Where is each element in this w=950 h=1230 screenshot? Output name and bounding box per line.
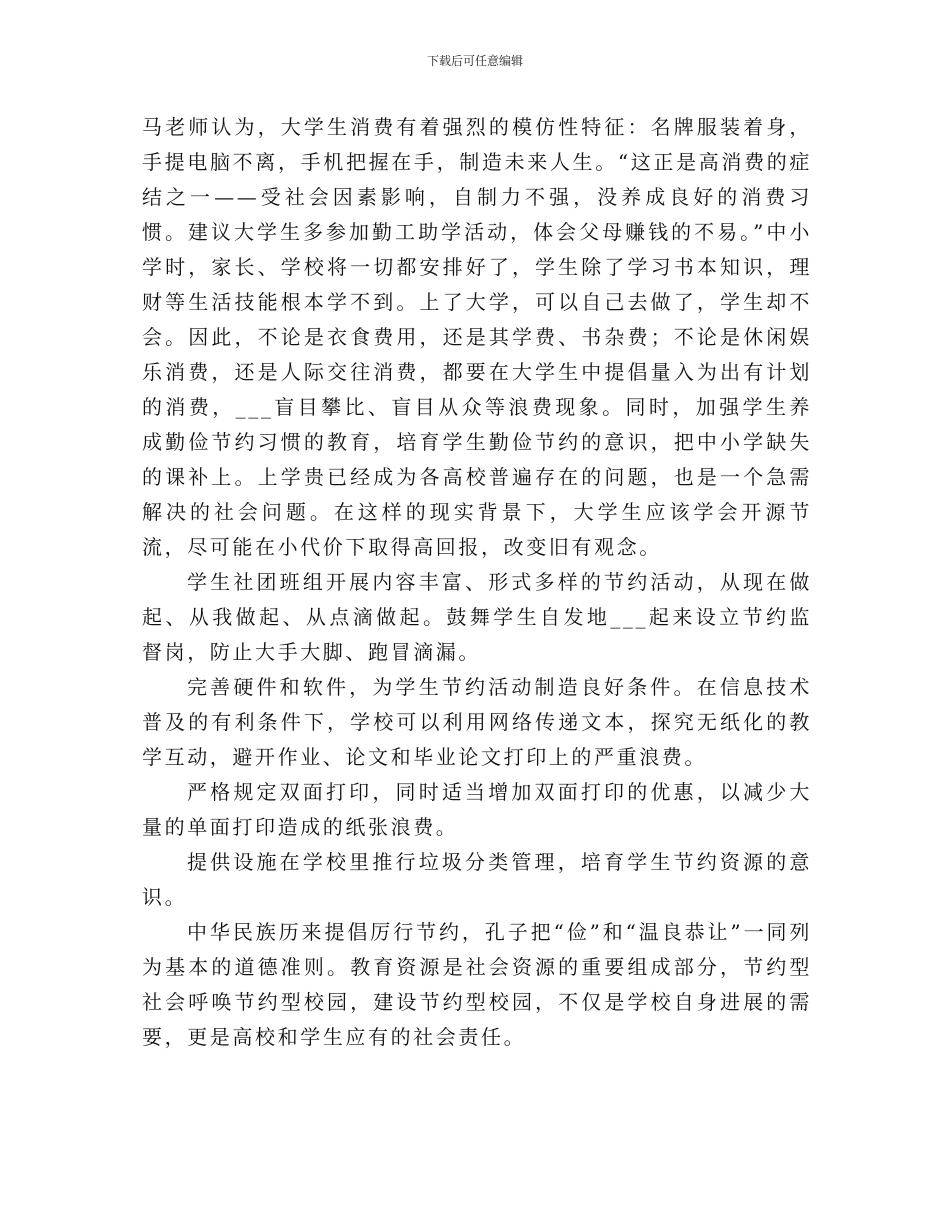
paragraph-1: 马老师认为，大学生消费有着强烈的模仿性特征：名牌服装着身，手提电脑不离，手机把握在手，制造未来人生。“这正是高消费的症结之一——受社会因素影响，自制力不强，没养成良好的消费习惯。建议大学生多参加勤工助学活动，体会父母赚钱的不易。”中小学时，家长、学校将一切都安排好了，学生除了学习书本知识，理财等生活技能根本学不到。上了大学，可以自己去做了，学生却不会。因此，不论是衣食费用，还是其学费、书杂费；不论是休闲娱乐消费，还是人际交往消费，都要在大学生中提倡量入为出有计划的消费，___盲目攀比、盲目从众等浪费现象。同时，加强学生养成勤俭节约习惯的教育，培育学生勤俭节约的意识，把中小学缺失的课补上。上学贵已经成为各高校普遍存在的问题，也是一个急需解决的社会问题。在这样的现实背景下，大学生应该学会开源节流，尽可能在小代价下取得高回报，改变旧有观念。 <box>142 115 812 559</box>
paragraph-4: 严格规定双面打印，同时适当增加双面打印的优惠，以减少大量的单面打印造成的纸张浪费。 <box>142 780 812 839</box>
document-body <box>142 110 812 1055</box>
paragraph-3: 完善硬件和软件，为学生节约活动制造良好条件。在信息技术普及的有利条件下，学校可以利用网络传递文本，探究无纸化的教学互动，避开作业、论文和毕业论文打印上的严重浪费。 <box>142 675 812 769</box>
page-header: 下载后可任意编辑 <box>426 54 523 68</box>
paragraph-2: 学生社团班组开展内容丰富、形式多样的节约活动，从现在做起、从我做起、从点滴做起。鼓舞学生自发地___起来设立节约监督岗，防止大手大脚、跑冒滴漏。 <box>142 570 812 664</box>
paragraph-5: 提供设施在学校里推行垃圾分类管理，培育学生节约资源的意识。 <box>142 850 812 909</box>
paragraph-6: 中华民族历来提倡厉行节约，孔子把“俭”和“温良恭让”一同列为基本的道德准则。教育资源是社会资源的重要组成部分，节约型社会呼唤节约型校园，建设节约型校园，不仅是学校自身进展的需要，更是高校和学生应有的社会责任。 <box>142 920 812 1049</box>
